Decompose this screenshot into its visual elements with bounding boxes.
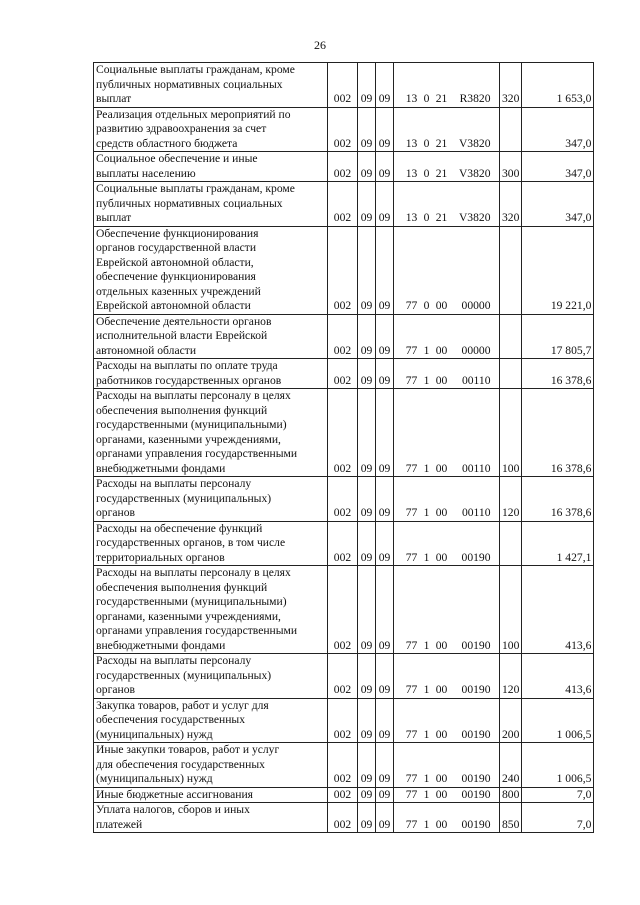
expense-name-cell — [94, 803, 328, 833]
target-article-segment: 77 — [405, 683, 418, 696]
expense-name-line: выплаты населению — [96, 166, 196, 180]
target-article-segment: 77 — [405, 373, 418, 387]
table-row — [94, 521, 594, 566]
expense-name-cell — [94, 359, 328, 389]
expense-name-line: Социальные выплаты гражданам, кроме — [96, 63, 295, 76]
section-code-cell: 09 — [358, 521, 376, 566]
table-row — [94, 477, 594, 522]
table-row — [94, 654, 594, 699]
budget-table-body — [94, 63, 594, 833]
target-article-segment: 0 — [423, 136, 430, 150]
ministry-code-cell: 002 — [328, 389, 358, 477]
table-row — [94, 803, 594, 833]
expense-name-line: Расходы на обеспечение функций — [96, 521, 263, 535]
target-article-segment: 0 — [423, 299, 430, 312]
target-article-segment: 1 — [423, 683, 430, 696]
target-article-segment: 1 — [423, 461, 430, 475]
expense-name-line: Иные закупки товаров, работ и услуг — [96, 743, 280, 756]
expense-name-line: Иные бюджетные ассигнования — [96, 787, 253, 801]
amount-cell: 7,0 — [522, 787, 594, 803]
target-article-segment: 1 — [423, 772, 430, 785]
expense-name-line: Расходы на выплаты персоналу — [96, 654, 252, 667]
table-row — [94, 698, 594, 743]
target-article-segment: 00110 — [461, 373, 491, 387]
target-article-segment: 00 — [435, 817, 448, 831]
subsection-code-cell: 09 — [376, 314, 394, 359]
target-article-segment: 00 — [435, 638, 448, 652]
ministry-code-cell: 002 — [328, 787, 358, 803]
target-article-segment: 00190 — [461, 638, 491, 652]
expense-name-line: органов — [96, 683, 135, 696]
expense-type-cell: 320 — [500, 182, 522, 227]
target-article-segment: 77 — [405, 638, 418, 652]
expense-name-cell — [94, 152, 328, 182]
section-code-cell: 09 — [358, 566, 376, 654]
target-article-segment: 1 — [423, 343, 430, 357]
expense-type-cell: 320 — [500, 63, 522, 108]
target-article-segment: 13 — [405, 166, 418, 180]
ministry-code-cell: 002 — [328, 182, 358, 227]
target-article-segment: 00 — [435, 373, 448, 387]
expense-type-cell: 100 — [500, 389, 522, 477]
target-article-segment: 77 — [405, 461, 418, 475]
expense-name-line: Расходы на выплаты персоналу в целях — [96, 566, 291, 579]
amount-cell: 413,6 — [522, 566, 594, 654]
expense-name-line: исполнительной власти Еврейской — [96, 329, 268, 342]
amount-cell: 1 006,5 — [522, 743, 594, 788]
target-article-segment: 1 — [423, 817, 430, 831]
subsection-code-cell: 09 — [376, 654, 394, 699]
amount-cell: 347,0 — [522, 152, 594, 182]
amount-cell: 19 221,0 — [522, 226, 594, 314]
table-row — [94, 314, 594, 359]
target-article-segment: 77 — [405, 343, 418, 357]
target-article-segment: 00000 — [461, 299, 491, 312]
expense-name-line: Расходы на выплаты персоналу в целях — [96, 389, 291, 402]
ministry-code-cell: 002 — [328, 521, 358, 566]
target-article-segment: 00 — [435, 299, 448, 312]
amount-cell: 413,6 — [522, 654, 594, 699]
target-article-segment: 1 — [423, 550, 430, 564]
ministry-code-cell: 002 — [328, 314, 358, 359]
table-row — [94, 743, 594, 788]
target-article-cell — [394, 359, 500, 389]
target-article-segment: 1 — [423, 787, 430, 801]
target-article-segment: 0 — [423, 211, 430, 224]
expense-name-line: Обеспечение функционирования — [96, 226, 259, 240]
subsection-code-cell: 09 — [376, 152, 394, 182]
expense-type-cell — [500, 314, 522, 359]
target-article-cell — [394, 698, 500, 743]
expense-name-line: выплат — [96, 92, 132, 105]
amount-cell: 17 805,7 — [522, 314, 594, 359]
target-article-segment: 21 — [435, 136, 448, 150]
expense-name-line: обеспечение функционирования — [96, 270, 256, 283]
expense-name-cell — [94, 787, 328, 803]
target-article-cell — [394, 314, 500, 359]
subsection-code-cell: 09 — [376, 107, 394, 152]
subsection-code-cell: 09 — [376, 566, 394, 654]
target-article-segment: 21 — [435, 166, 448, 180]
target-article-segment: 00190 — [461, 550, 491, 564]
expense-type-cell — [500, 226, 522, 314]
target-article-cell — [394, 389, 500, 477]
target-article-cell — [394, 152, 500, 182]
expense-name-line: органов государственной власти — [96, 241, 257, 254]
expense-type-cell — [500, 107, 522, 152]
expense-name-cell — [94, 389, 328, 477]
section-code-cell: 09 — [358, 314, 376, 359]
target-article-segment: 00190 — [461, 772, 491, 785]
target-article-segment: 00190 — [461, 683, 491, 696]
target-article-segment: 00 — [435, 772, 448, 785]
subsection-code-cell: 09 — [376, 359, 394, 389]
expense-name-line: органами управления государственными — [96, 624, 298, 637]
ministry-code-cell: 002 — [328, 152, 358, 182]
expense-name-cell — [94, 698, 328, 743]
target-article-segment: 00 — [435, 461, 448, 475]
amount-cell: 16 378,6 — [522, 477, 594, 522]
expense-name-line: выплат — [96, 211, 132, 224]
expense-name-line: Социальное обеспечение и иные — [96, 152, 258, 165]
target-article-segment: 77 — [405, 299, 418, 312]
target-article-cell — [394, 787, 500, 803]
expense-name-line: средств областного бюджета — [96, 136, 238, 150]
expense-name-line: обеспечения выполнения функций — [96, 580, 268, 594]
target-article-segment: 00110 — [461, 461, 491, 475]
target-article-segment: 77 — [405, 787, 418, 801]
target-article-segment: 13 — [405, 92, 418, 105]
section-code-cell: 09 — [358, 654, 376, 699]
expense-type-cell: 850 — [500, 803, 522, 833]
target-article-segment: 1 — [423, 373, 430, 387]
amount-cell: 16 378,6 — [522, 389, 594, 477]
target-article-segment: 77 — [405, 772, 418, 785]
ministry-code-cell: 002 — [328, 63, 358, 108]
target-article-segment: 00190 — [461, 727, 491, 741]
target-article-segment: R3820 — [459, 92, 491, 105]
expense-name-cell — [94, 182, 328, 227]
target-article-segment: 13 — [405, 211, 418, 224]
subsection-code-cell: 09 — [376, 803, 394, 833]
expense-name-line: платежей — [96, 817, 143, 831]
target-article-segment: V3820 — [458, 211, 491, 224]
section-code-cell: 09 — [358, 698, 376, 743]
table-row — [94, 359, 594, 389]
amount-cell: 16 378,6 — [522, 359, 594, 389]
expense-name-cell — [94, 654, 328, 699]
target-article-segment: 00190 — [461, 817, 491, 831]
section-code-cell: 09 — [358, 152, 376, 182]
amount-cell: 347,0 — [522, 107, 594, 152]
expense-type-cell: 200 — [500, 698, 522, 743]
expense-name-line: обеспечения государственных — [96, 713, 246, 726]
expense-name-line: территориальных органов — [96, 550, 225, 564]
target-article-segment: 00 — [435, 343, 448, 357]
amount-cell: 1 006,5 — [522, 698, 594, 743]
section-code-cell: 09 — [358, 803, 376, 833]
target-article-cell — [394, 182, 500, 227]
expense-name-cell — [94, 226, 328, 314]
ministry-code-cell: 002 — [328, 566, 358, 654]
table-row — [94, 63, 594, 108]
expense-type-cell: 120 — [500, 654, 522, 699]
expense-name-line: государственными (муниципальными) — [96, 418, 287, 431]
target-article-cell — [394, 566, 500, 654]
expense-name-line: Уплата налогов, сборов и иных — [96, 803, 250, 816]
target-article-cell — [394, 654, 500, 699]
expense-name-line: государственными (муниципальными) — [96, 595, 287, 608]
expense-name-line: публичных нормативных социальных — [96, 77, 283, 91]
expense-name-line: развитию здравоохранения за счет — [96, 122, 267, 135]
expense-name-line: органами, казенными учреждениями, — [96, 432, 281, 446]
expense-type-cell: 800 — [500, 787, 522, 803]
target-article-segment: 21 — [435, 211, 448, 224]
expense-name-line: органов — [96, 506, 135, 519]
expense-type-cell: 300 — [500, 152, 522, 182]
target-article-segment: 0 — [423, 92, 430, 105]
expense-name-line: государственных органов, в том числе — [96, 536, 286, 549]
target-article-segment: V3820 — [458, 136, 491, 150]
ministry-code-cell: 002 — [328, 698, 358, 743]
section-code-cell: 09 — [358, 107, 376, 152]
expense-name-line: Социальные выплаты гражданам, кроме — [96, 182, 295, 195]
expense-name-line: органами управления государственными — [96, 447, 298, 460]
expense-name-line: государственных (муниципальных) — [96, 668, 272, 682]
subsection-code-cell: 09 — [376, 226, 394, 314]
expense-name-line: государственных (муниципальных) — [96, 491, 272, 505]
table-row — [94, 107, 594, 152]
expense-type-cell — [500, 521, 522, 566]
section-code-cell: 09 — [358, 743, 376, 788]
target-article-segment: 13 — [405, 136, 418, 150]
target-article-segment: 77 — [405, 817, 418, 831]
table-row — [94, 787, 594, 803]
target-article-cell — [394, 226, 500, 314]
target-article-segment: 00 — [435, 550, 448, 564]
target-article-segment: 00 — [435, 506, 448, 519]
subsection-code-cell: 09 — [376, 63, 394, 108]
target-article-cell — [394, 477, 500, 522]
target-article-segment: 21 — [435, 92, 448, 105]
expense-name-line: Закупка товаров, работ и услуг для — [96, 698, 269, 712]
section-code-cell: 09 — [358, 226, 376, 314]
table-row — [94, 389, 594, 477]
expense-name-line: внебюджетными фондами — [96, 461, 226, 475]
section-code-cell: 09 — [358, 63, 376, 108]
expense-name-cell — [94, 107, 328, 152]
target-article-segment: V3820 — [458, 166, 491, 180]
target-article-segment: 1 — [423, 727, 430, 741]
target-article-segment: 00190 — [461, 787, 491, 801]
target-article-cell — [394, 521, 500, 566]
section-code-cell: 09 — [358, 389, 376, 477]
subsection-code-cell: 09 — [376, 787, 394, 803]
amount-cell: 1 653,0 — [522, 63, 594, 108]
expense-name-cell — [94, 566, 328, 654]
target-article-cell — [394, 63, 500, 108]
target-article-cell — [394, 743, 500, 788]
page-number: 26 — [314, 38, 326, 52]
ministry-code-cell: 002 — [328, 226, 358, 314]
expense-name-line: (муниципальных) нужд — [96, 772, 213, 785]
subsection-code-cell: 09 — [376, 743, 394, 788]
target-article-segment: 77 — [405, 506, 418, 519]
target-article-cell — [394, 803, 500, 833]
table-row — [94, 182, 594, 227]
ministry-code-cell: 002 — [328, 359, 358, 389]
expense-name-line: органами, казенными учреждениями, — [96, 609, 281, 623]
expense-name-line: автономной области — [96, 343, 197, 357]
subsection-code-cell: 09 — [376, 477, 394, 522]
expense-name-line: публичных нормативных социальных — [96, 196, 283, 210]
target-article-segment: 77 — [405, 727, 418, 741]
expense-type-cell: 240 — [500, 743, 522, 788]
subsection-code-cell: 09 — [376, 698, 394, 743]
target-article-segment: 1 — [423, 638, 430, 652]
subsection-code-cell: 09 — [376, 389, 394, 477]
ministry-code-cell: 002 — [328, 477, 358, 522]
expense-name-line: внебюджетными фондами — [96, 638, 226, 652]
target-article-segment: 0 — [423, 166, 430, 180]
ministry-code-cell: 002 — [328, 107, 358, 152]
expense-name-line: Еврейской автономной области, — [96, 255, 254, 269]
target-article-segment: 1 — [423, 506, 430, 519]
subsection-code-cell: 09 — [376, 521, 394, 566]
subsection-code-cell: 09 — [376, 182, 394, 227]
expense-name-line: для обеспечения государственных — [96, 757, 265, 771]
expense-name-line: Еврейской автономной области — [96, 299, 251, 312]
target-article-segment: 00 — [435, 727, 448, 741]
expense-name-cell — [94, 743, 328, 788]
expense-name-cell — [94, 477, 328, 522]
target-article-segment: 00110 — [461, 506, 491, 519]
ministry-code-cell: 002 — [328, 743, 358, 788]
table-row — [94, 226, 594, 314]
target-article-segment: 77 — [405, 550, 418, 564]
expense-type-cell: 120 — [500, 477, 522, 522]
expense-name-line: обеспечения выполнения функций — [96, 403, 268, 417]
amount-cell: 7,0 — [522, 803, 594, 833]
section-code-cell: 09 — [358, 477, 376, 522]
expense-name-line: Реализация отдельных мероприятий по — [96, 107, 291, 121]
expense-type-cell: 100 — [500, 566, 522, 654]
expense-name-line: Расходы на выплаты по оплате труда — [96, 359, 278, 372]
expense-type-cell — [500, 359, 522, 389]
ministry-code-cell: 002 — [328, 654, 358, 699]
expense-name-line: Расходы на выплаты персоналу — [96, 477, 252, 490]
expense-name-cell — [94, 521, 328, 566]
target-article-segment: 00000 — [461, 343, 491, 357]
section-code-cell: 09 — [358, 182, 376, 227]
expense-name-line: отдельных казенных учреждений — [96, 284, 261, 298]
table-row — [94, 566, 594, 654]
expense-name-line: работников государственных органов — [96, 373, 282, 387]
target-article-segment: 00 — [435, 787, 448, 801]
budget-table — [93, 62, 594, 833]
ministry-code-cell: 002 — [328, 803, 358, 833]
table-row — [94, 152, 594, 182]
expense-name-cell — [94, 63, 328, 108]
amount-cell: 347,0 — [522, 182, 594, 227]
amount-cell: 1 427,1 — [522, 521, 594, 566]
expense-name-cell — [94, 314, 328, 359]
expense-name-line: (муниципальных) нужд — [96, 727, 213, 741]
target-article-cell — [394, 107, 500, 152]
section-code-cell: 09 — [358, 787, 376, 803]
section-code-cell: 09 — [358, 359, 376, 389]
target-article-segment: 00 — [435, 683, 448, 696]
expense-name-line: Обеспечение деятельности органов — [96, 314, 272, 328]
